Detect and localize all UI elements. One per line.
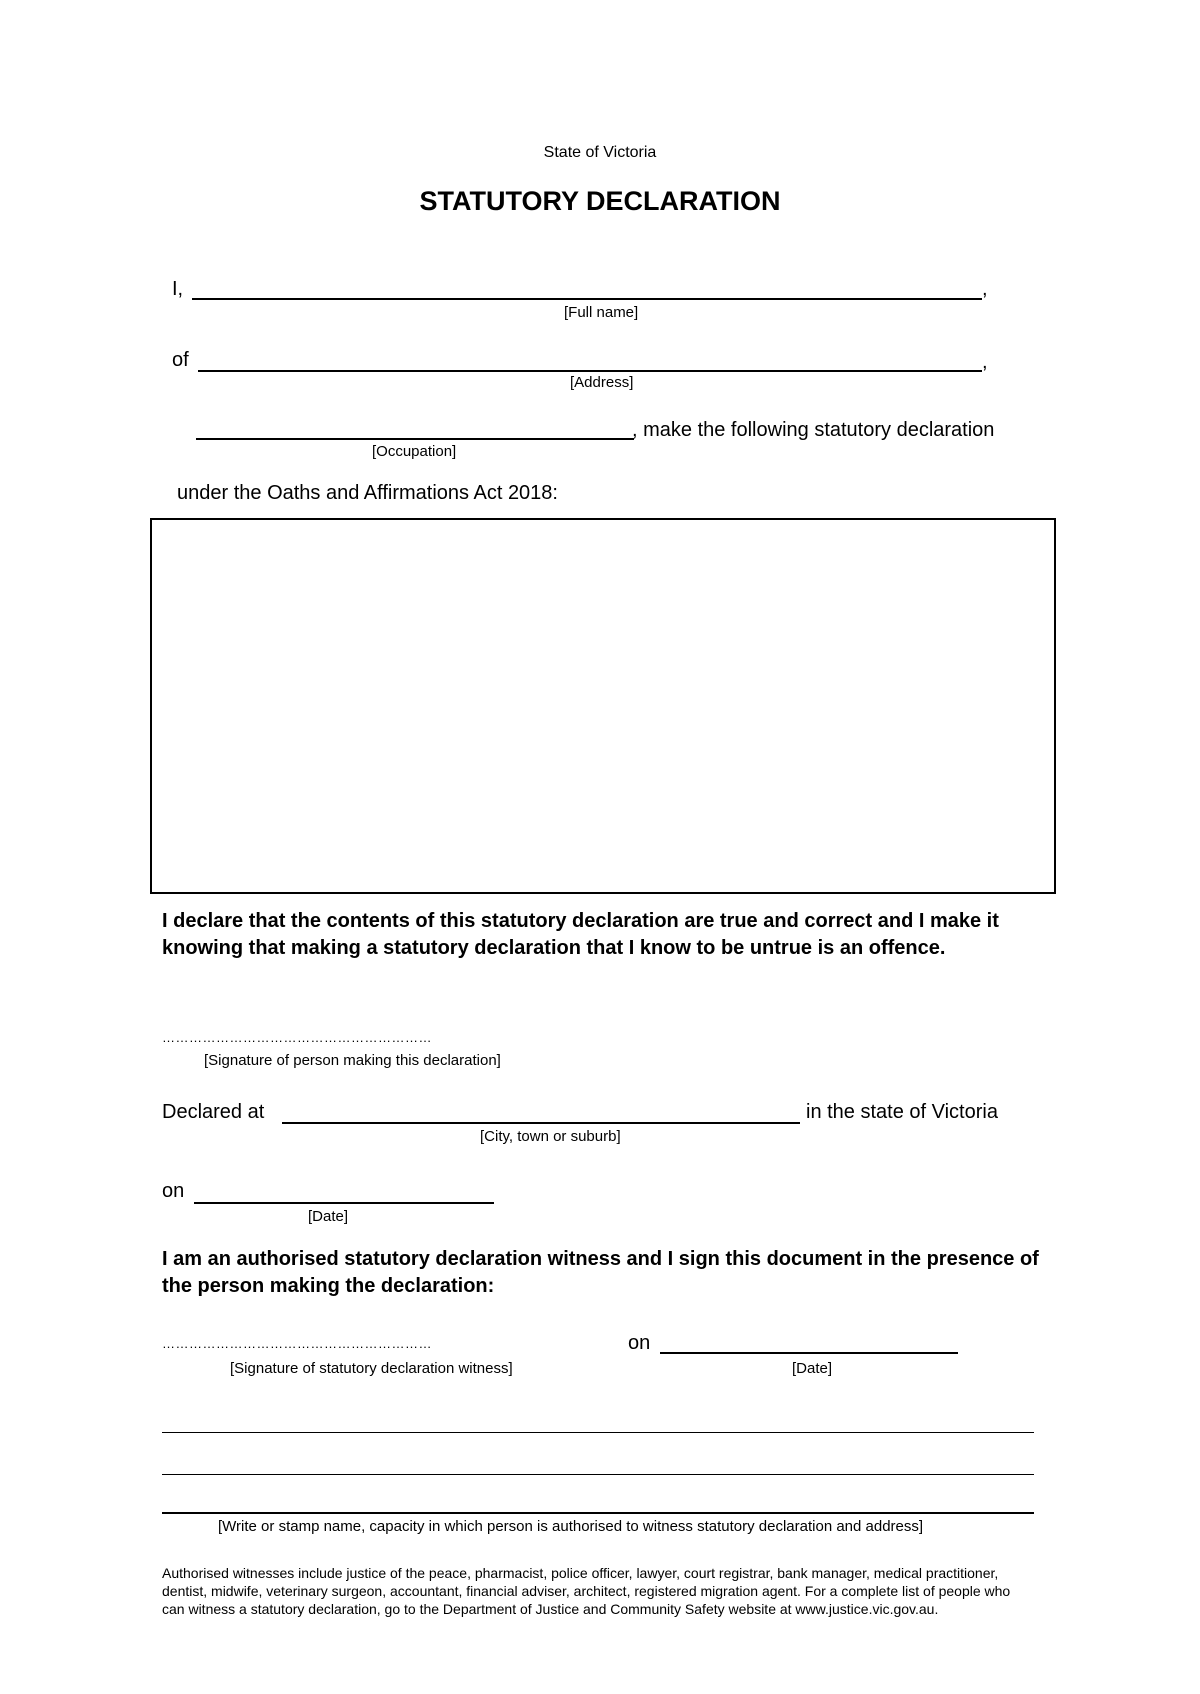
- place-label: [City, town or suburb]: [480, 1128, 621, 1145]
- witness-date-label: [Date]: [792, 1360, 833, 1377]
- document-title: STATUTORY DECLARATION: [419, 186, 781, 216]
- witness-signature-field[interactable]: ……………………………………………………: [162, 1336, 432, 1351]
- declarant-signature-field[interactable]: ……………………………………………………: [162, 1030, 432, 1045]
- address-field[interactable]: [198, 370, 982, 372]
- declarant-signature-label: [Signature of person making this declaration]: [204, 1052, 501, 1069]
- declaration-statement: I declare that the contents of this statutory declaration are true and correct and I make it knowing that making a statutory declaration that I know to be untrue is an offence.: [162, 910, 999, 959]
- state-label: State of Victoria: [543, 144, 657, 161]
- make-declaration-text: , make the following statutory declaration: [632, 419, 995, 441]
- authorised-witnesses-note: Authorised witnesses include justice of the peace, pharmacist, police officer, lawyer, court registrar, bank manager, medical practitioner, dentist, midwife, veterinary surgeon, accountant, financial adviser, architect, registered migration agent. For a complete list of people who can witness a statutory declaration, go to the Department of Justice and Community Safety website at www.justice.vic.gov.au.: [162, 1565, 1011, 1617]
- address-label: [Address]: [570, 374, 634, 391]
- act-text: under the Oaths and Affirmations Act 2018:: [177, 482, 558, 504]
- full-name-field[interactable]: [192, 298, 982, 300]
- prefix-i: I,: [172, 278, 184, 300]
- witness-details-line-3[interactable]: [162, 1512, 1034, 1514]
- address-comma: ,: [982, 351, 988, 373]
- witness-statement: I am an authorised statutory declaration witness and I sign this document in the presence of the person making the declaration:: [162, 1248, 1039, 1297]
- declaration-date-field[interactable]: [194, 1202, 494, 1204]
- declaration-date-label: [Date]: [308, 1208, 349, 1225]
- witness-signature-label: [Signature of statutory declaration witness]: [230, 1360, 513, 1377]
- declaration-text-box[interactable]: [150, 518, 1056, 894]
- full-name-comma: ,: [982, 278, 988, 300]
- witness-details-label: [Write or stamp name, capacity in which person is authorised to witness statutory declaration and address]: [218, 1518, 924, 1535]
- state-of-victoria-text: in the state of Victoria: [806, 1101, 998, 1123]
- occupation-label: [Occupation]: [372, 443, 457, 460]
- on-text: on: [162, 1180, 185, 1202]
- witness-details-line-2[interactable]: [162, 1474, 1034, 1475]
- witness-details-line-1[interactable]: [162, 1432, 1034, 1433]
- declared-at-place-field[interactable]: [282, 1122, 800, 1124]
- prefix-of: of: [172, 349, 189, 371]
- occupation-field[interactable]: [196, 438, 634, 440]
- declared-at-text: Declared at: [162, 1101, 265, 1123]
- witness-on-text: on: [628, 1332, 651, 1354]
- full-name-label: [Full name]: [564, 304, 639, 321]
- witness-date-field[interactable]: [660, 1352, 958, 1354]
